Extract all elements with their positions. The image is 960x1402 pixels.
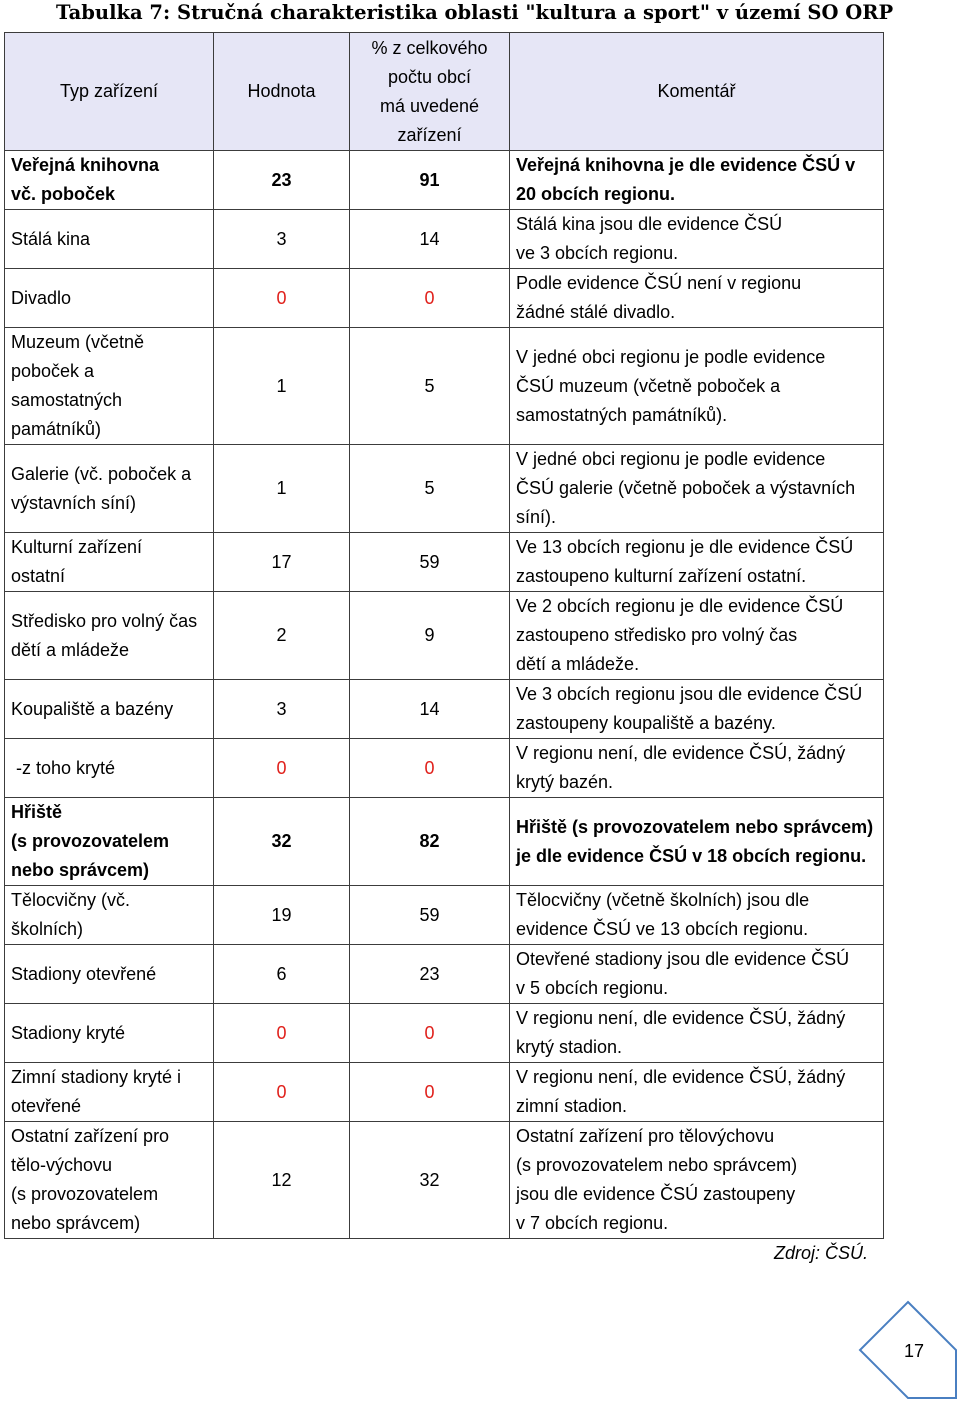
row-value: 0 — [214, 1063, 350, 1122]
page-number: 17 — [903, 1341, 925, 1361]
header-percent-line: % z celkového — [371, 37, 488, 58]
row-value: 1 — [214, 445, 350, 533]
row-value: 12 — [214, 1122, 350, 1239]
row-value: 0 — [214, 269, 350, 328]
row-comment: Ve 13 obcích regionu je dle evidence ČSÚ zastoupeno kulturní zařízení ostatní. — [510, 533, 884, 592]
row-percent: 82 — [350, 798, 510, 886]
row-percent: 0 — [350, 739, 510, 798]
row-type: Galerie (vč. poboček a výstavních síní) — [5, 445, 214, 533]
row-comment: Veřejná knihovna je dle evidence ČSÚ v 20 obcích regionu. — [510, 151, 884, 210]
row-comment: Ve 3 obcích regionu jsou dle evidence ČSÚ zastoupeny koupaliště a bazény. — [510, 680, 884, 739]
row-type: Muzeum (včetně poboček a samostatných památníků) — [5, 328, 214, 445]
row-value: 6 — [214, 945, 350, 1004]
row-value: 3 — [214, 210, 350, 269]
row-type: Divadlo — [5, 269, 214, 328]
row-value: 0 — [214, 739, 350, 798]
header-percent-line: má uvedené — [379, 95, 480, 116]
row-percent: 5 — [350, 328, 510, 445]
facilities-table — [4, 32, 884, 1239]
row-type: Stadiony kryté — [5, 1004, 214, 1063]
table-title: Tabulka 7: Stručná charakteristika oblasti "kultura a sport" v území SO ORP — [56, 1, 894, 24]
header-percent-line: počtu obcí — [387, 66, 472, 87]
row-type: Ostatní zařízení pro tělo-výchovu (s provozovatelem nebo správcem) — [5, 1122, 214, 1239]
row-value: 19 — [214, 886, 350, 945]
row-percent: 59 — [350, 886, 510, 945]
row-comment: V regionu není, dle evidence ČSÚ, žádný krytý bazén. — [510, 739, 884, 798]
row-percent: 59 — [350, 533, 510, 592]
row-percent: 23 — [350, 945, 510, 1004]
header-percent — [350, 33, 510, 151]
row-value: 32 — [214, 798, 350, 886]
row-type: Stálá kina — [5, 210, 214, 269]
header-value: Hodnota — [214, 33, 350, 151]
row-type: Koupaliště a bazény — [5, 680, 214, 739]
header-comment: Komentář — [510, 33, 884, 151]
row-type: Hřiště (s provozovatelem nebo správcem) — [5, 798, 214, 886]
row-percent: 14 — [350, 210, 510, 269]
row-type: Veřejná knihovna vč. poboček — [5, 151, 214, 210]
table-row — [5, 1004, 884, 1063]
row-comment: Otevřené stadiony jsou dle evidence ČSÚ v 5 obcích regionu. — [510, 945, 884, 1004]
table-row — [5, 445, 884, 533]
row-percent: 0 — [350, 1004, 510, 1063]
table-row — [5, 151, 884, 210]
row-value: 3 — [214, 680, 350, 739]
table-row — [5, 533, 884, 592]
row-comment: Ostatní zařízení pro tělovýchovu (s provozovatelem nebo správcem) jsou dle evidence ČSÚ zastoupeny v 7 obcích regionu. — [510, 1122, 884, 1239]
table-row — [5, 269, 884, 328]
row-comment: Stálá kina jsou dle evidence ČSÚ ve 3 obcích regionu. — [510, 210, 884, 269]
row-comment: V jedné obci regionu je podle evidence ČSÚ muzeum (včetně poboček a samostatných památníků). — [510, 328, 884, 445]
row-type: Kulturní zařízení ostatní — [5, 533, 214, 592]
table-row — [5, 886, 884, 945]
row-percent: 0 — [350, 269, 510, 328]
row-comment: Podle evidence ČSÚ není v regionu žádné stálé divadlo. — [510, 269, 884, 328]
row-percent: 5 — [350, 445, 510, 533]
row-type: Stadiony otevřené — [5, 945, 214, 1004]
row-percent: 91 — [350, 151, 510, 210]
table-row — [5, 945, 884, 1004]
header-row — [5, 33, 884, 151]
row-percent: 0 — [350, 1063, 510, 1122]
row-comment: Ve 2 obcích regionu je dle evidence ČSÚ zastoupeno středisko pro volný čas dětí a mládeže. — [510, 592, 884, 680]
table-row — [5, 680, 884, 739]
row-comment: V regionu není, dle evidence ČSÚ, žádný zimní stadion. — [510, 1063, 884, 1122]
row-percent: 14 — [350, 680, 510, 739]
row-type: Zimní stadiony kryté i otevřené — [5, 1063, 214, 1122]
table-row — [5, 1063, 884, 1122]
header-percent-line: zařízení — [397, 124, 462, 145]
row-percent: 9 — [350, 592, 510, 680]
row-type: -z toho kryté — [5, 739, 214, 798]
table-row — [5, 739, 884, 798]
row-type: Tělocvičny (vč. školních) — [5, 886, 214, 945]
table-row — [5, 1122, 884, 1239]
table-row — [5, 328, 884, 445]
table-row — [5, 210, 884, 269]
source-note: Zdroj: ČSÚ. — [773, 1243, 868, 1263]
table-row — [5, 798, 884, 886]
row-value: 1 — [214, 328, 350, 445]
row-value: 2 — [214, 592, 350, 680]
row-comment: Hřiště (s provozovatelem nebo správcem) je dle evidence ČSÚ v 18 obcích regionu. — [510, 798, 884, 886]
row-value: 23 — [214, 151, 350, 210]
row-type: Středisko pro volný čas dětí a mládeže — [5, 592, 214, 680]
row-value: 17 — [214, 533, 350, 592]
row-percent: 32 — [350, 1122, 510, 1239]
row-value: 0 — [214, 1004, 350, 1063]
header-type: Typ zařízení — [5, 33, 214, 151]
table-row — [5, 592, 884, 680]
row-comment: Tělocvičny (včetně školních) jsou dle evidence ČSÚ ve 13 obcích regionu. — [510, 886, 884, 945]
row-comment: V jedné obci regionu je podle evidence ČSÚ galerie (včetně poboček a výstavních síní). — [510, 445, 884, 533]
row-comment: V regionu není, dle evidence ČSÚ, žádný krytý stadion. — [510, 1004, 884, 1063]
